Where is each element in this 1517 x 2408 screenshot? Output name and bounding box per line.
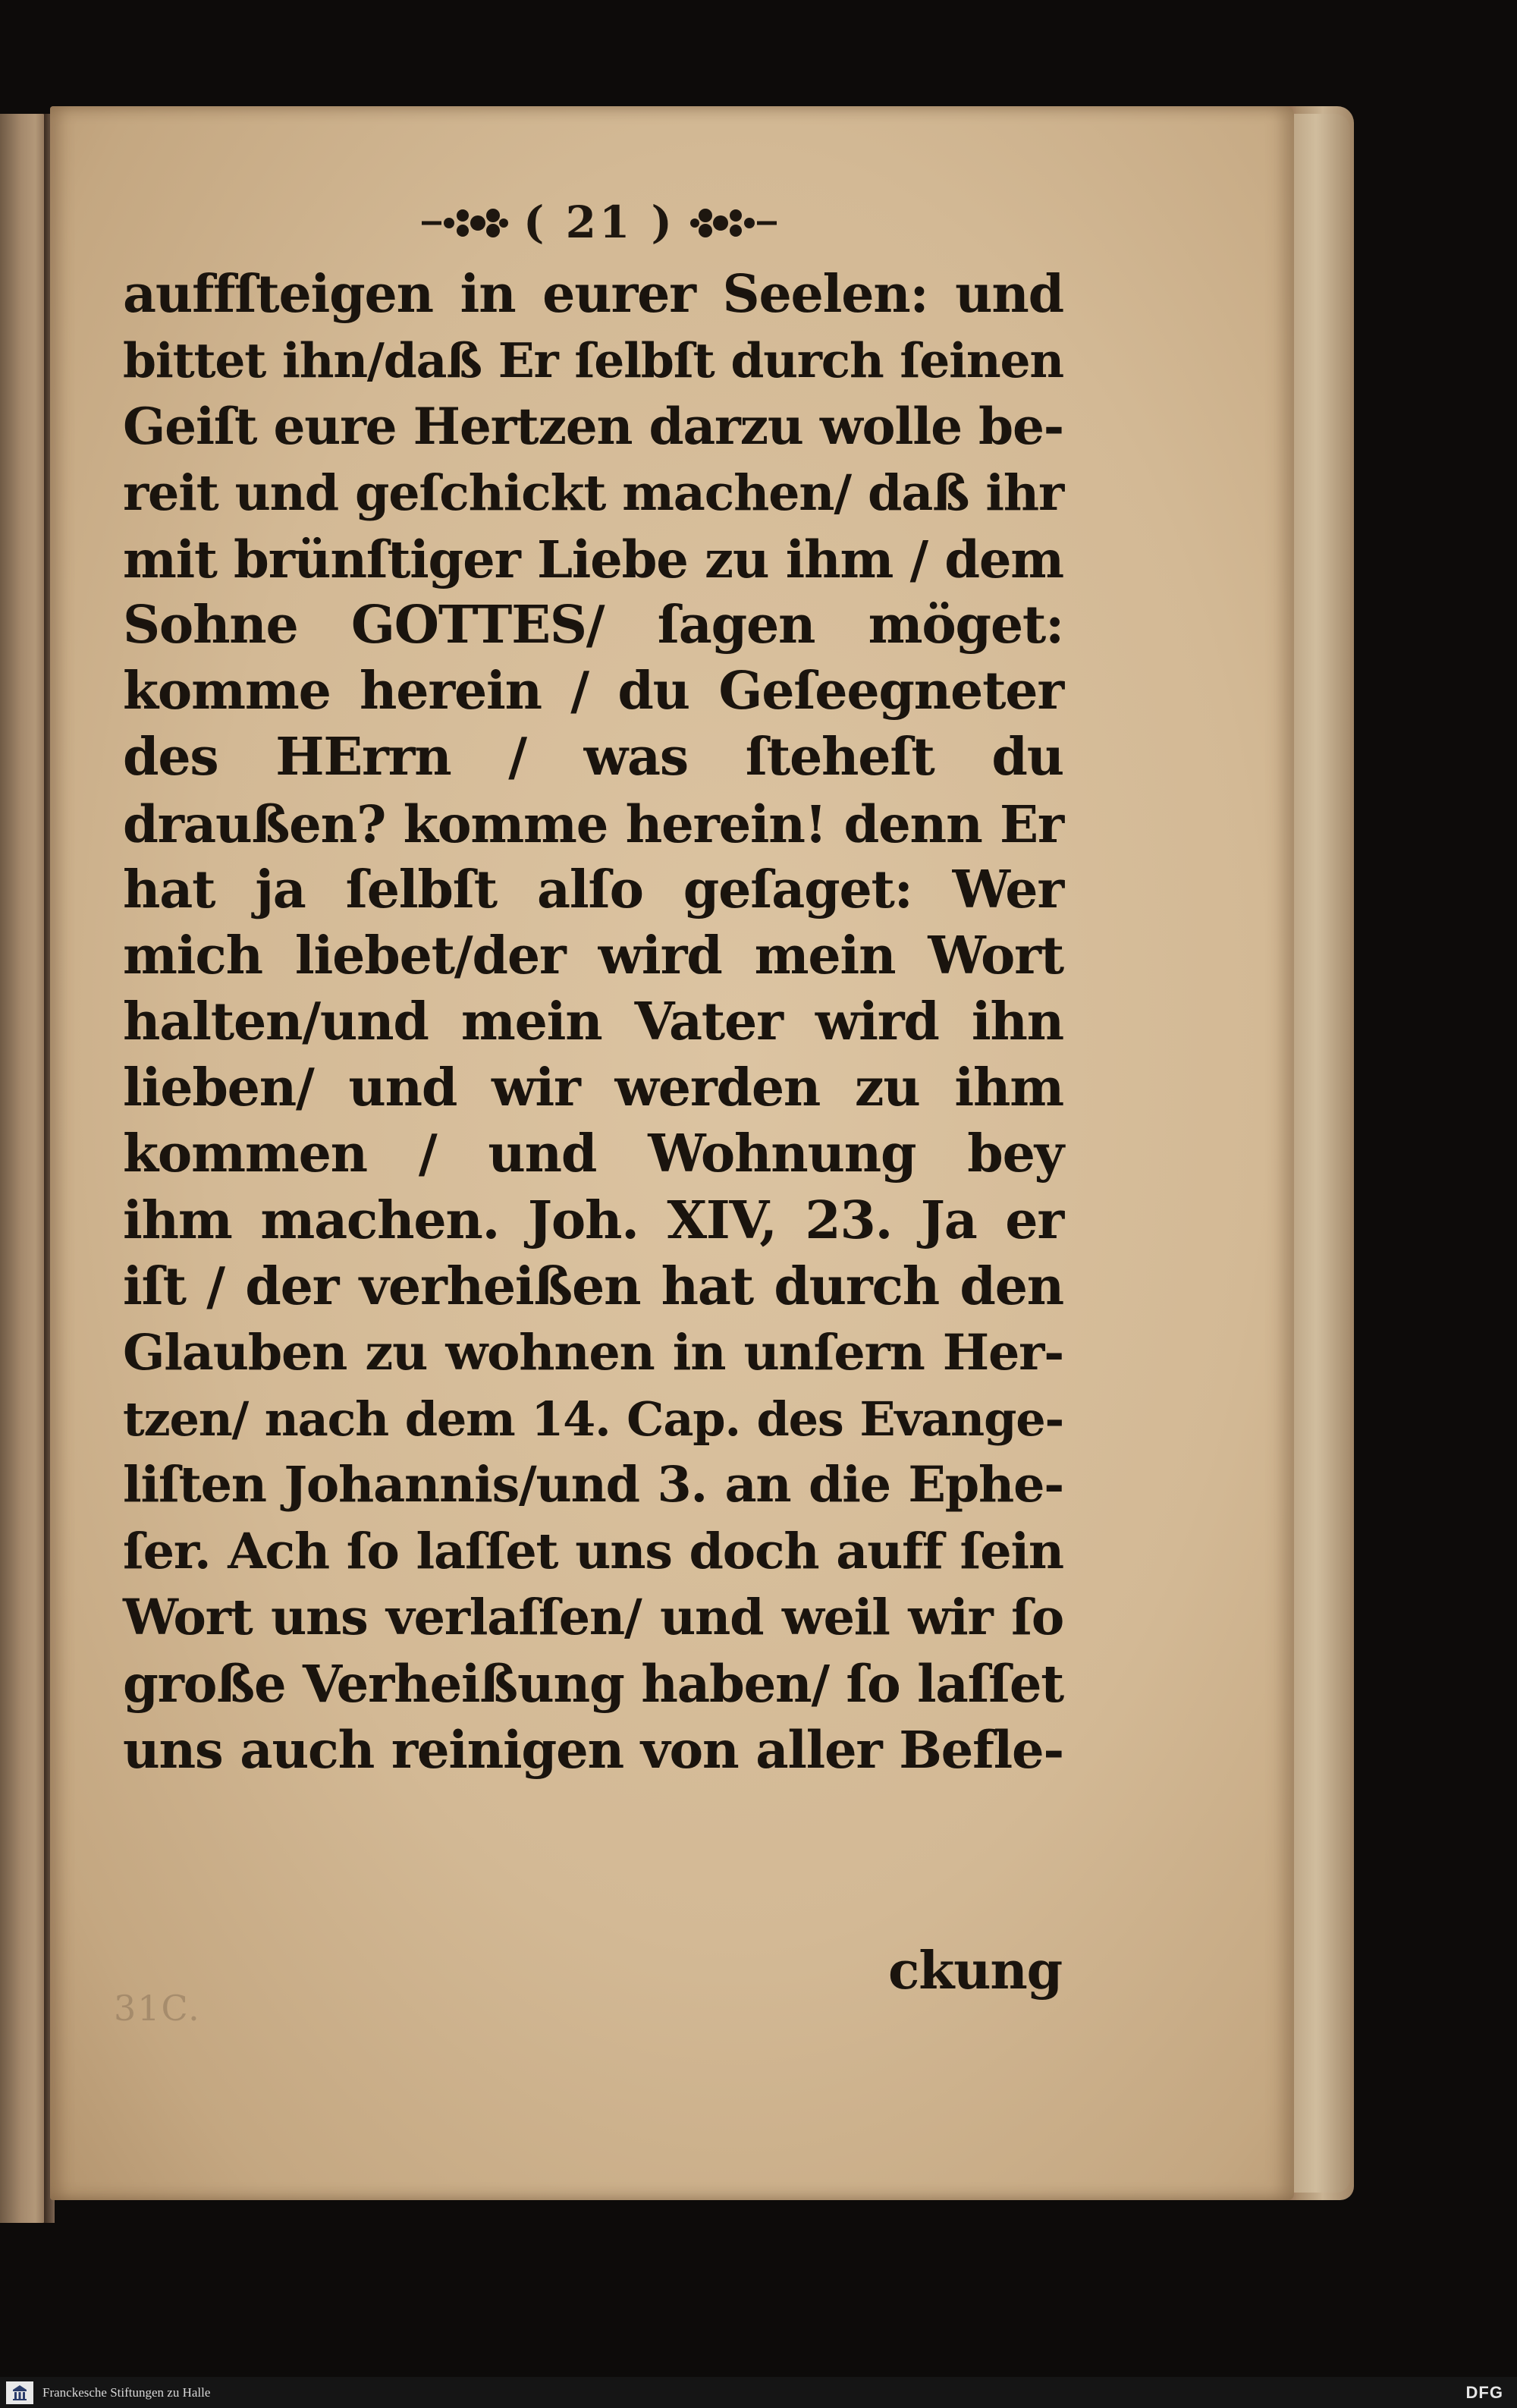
text-line: ihm machen. Joh. XIV, 23. Ja er [123, 1190, 1063, 1251]
text-line: Sohne GOTTES/ ſagen möget: [123, 594, 1063, 655]
text-line: des HErrn / was ſteheſt du [123, 727, 1063, 788]
text-line: lieben/ und wir werden zu ihm [123, 1058, 1063, 1119]
text-line: draußen? komme herein! denn Er [123, 794, 1063, 854]
page-header [394, 196, 804, 249]
text-line: bittet ihn/daß Er ſelbſt durch ſeinen [123, 332, 1063, 389]
catchword: ckung [888, 1941, 1062, 2001]
faded-shelfmark: 31C. [114, 1988, 201, 2029]
text-line: kommen / und Wohnung bey [123, 1124, 1063, 1185]
right-ornament-icon [689, 205, 780, 240]
text-line: Geiſt eure Hertzen darzu wolle be- [123, 397, 1063, 457]
text-line: reit und geſchickt machen/ daß ihr [123, 464, 1063, 522]
text-line: mit brünſtiger Liebe zu ihm / dem [123, 529, 1063, 589]
text-line: komme herein / du Geſeegneter [123, 661, 1063, 722]
text-line: hat ja ſelbſt alſo geſaget: Wer [123, 859, 1063, 920]
institution-logo-icon [6, 2381, 33, 2404]
page-number: ( 21 ) [523, 196, 675, 248]
dfg-logo: DFG [1465, 2382, 1503, 2402]
facing-page-edge [0, 114, 47, 2223]
institution-name: Franckesche Stiftungen zu Halle [42, 2384, 211, 2400]
text-line: liſten Johannis/und 3. an die Ephe- [123, 1456, 1063, 1514]
text-line: tzen/ nach dem 14. Cap. des Evange- [123, 1391, 1063, 1448]
body-text [123, 262, 1063, 1783]
viewer-footer [0, 2377, 1517, 2408]
text-line: auffſteigen in eurer Seelen: und [123, 264, 1063, 325]
text-line: iſt / der verheißen hat durch den [123, 1256, 1063, 1317]
text-line: uns auch reinigen von aller Befle- [123, 1720, 1063, 1781]
text-line: Glauben zu wohnen in unſern Her- [123, 1324, 1063, 1382]
text-line: halten/und mein Vater wird ihn [123, 992, 1063, 1053]
text-line: ſer. Ach ſo laſſet uns doch auff ſein [123, 1522, 1063, 1580]
text-line: mich liebet/der wird mein Wort [123, 925, 1063, 986]
left-ornament-icon [419, 205, 510, 240]
text-line: große Verheißung haben/ ſo laſſet [123, 1653, 1063, 1714]
text-line: Wort uns verlaſſen/ und weil wir ſo [123, 1588, 1063, 1646]
